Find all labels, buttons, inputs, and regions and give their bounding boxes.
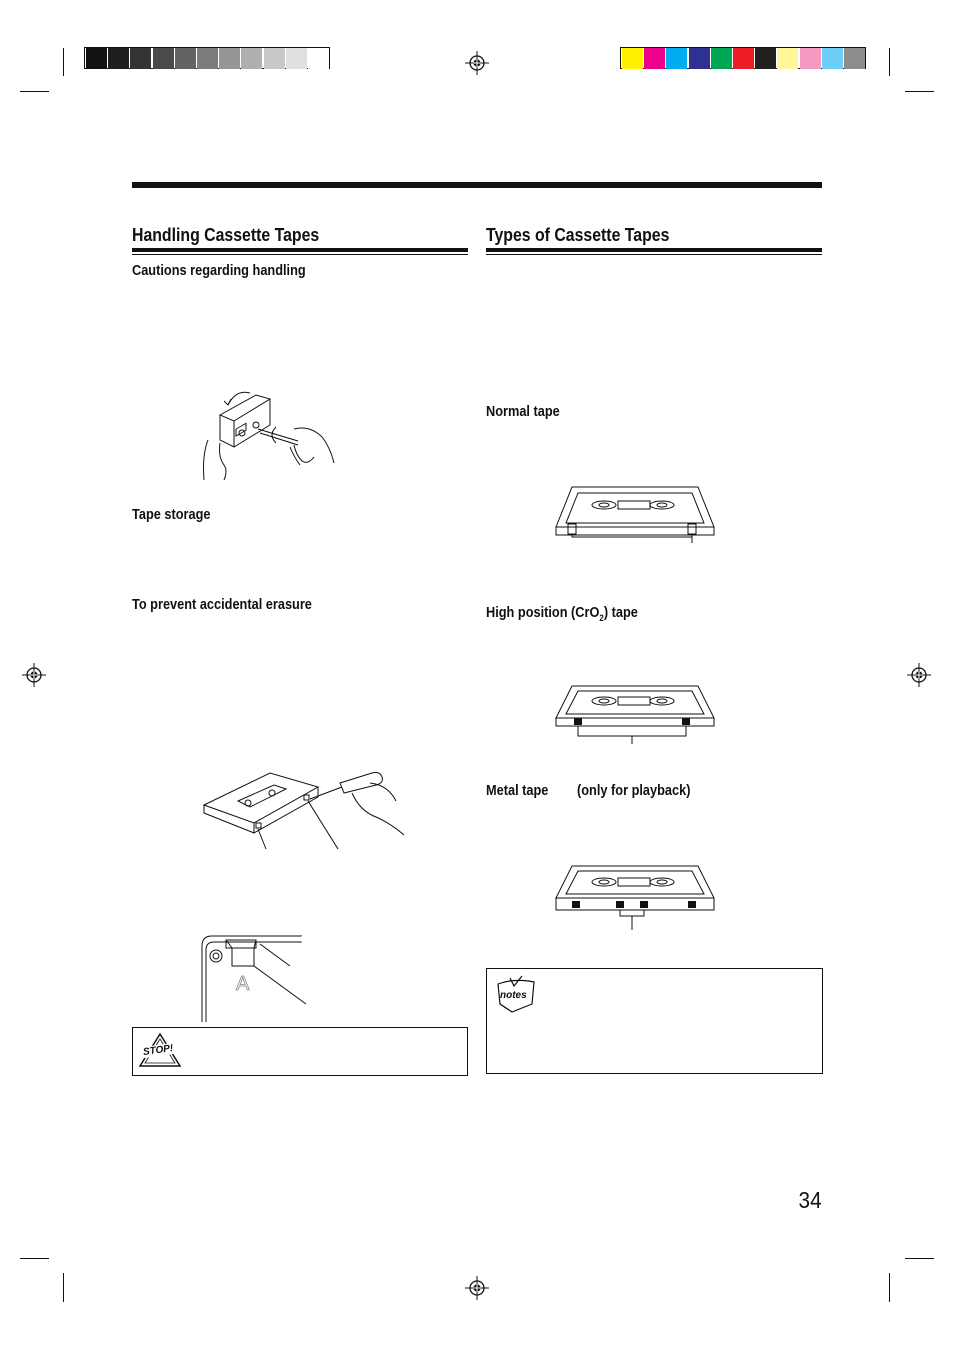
notes-icon-label: notes xyxy=(500,990,527,1001)
color-swatch xyxy=(666,48,687,69)
color-swatch xyxy=(777,48,798,69)
section-title-types: Types of Cassette Tapes xyxy=(486,225,670,245)
high-position-subscript: 2 xyxy=(599,612,604,623)
color-swatch xyxy=(130,48,151,69)
heading-rule-thin xyxy=(132,254,468,255)
registration-mark-icon xyxy=(22,663,46,687)
color-swatch xyxy=(108,48,129,69)
color-swatch xyxy=(755,48,776,69)
crop-mark xyxy=(63,1273,64,1302)
color-swatch xyxy=(711,48,732,69)
caution-box xyxy=(132,1027,468,1076)
stop-icon-label: STOP! xyxy=(142,1042,175,1059)
subhead-normal-tape: Normal tape xyxy=(486,404,560,420)
high-position-suffix: ) tape xyxy=(603,605,638,621)
tape-slack-illustration xyxy=(198,385,338,485)
color-swatch xyxy=(153,48,174,69)
subhead-cautions: Cautions regarding handling xyxy=(132,263,306,279)
heading-rule-thin xyxy=(486,254,822,255)
page-top-rule xyxy=(132,182,822,188)
color-swatch xyxy=(844,48,865,69)
heading-rule-thick xyxy=(132,248,468,252)
high-position-label: High position (CrO xyxy=(486,605,600,621)
metal-tape-playback-note: (only for playback) xyxy=(577,783,691,799)
crop-mark xyxy=(20,91,49,92)
crop-mark xyxy=(889,1273,890,1302)
color-swatch xyxy=(264,48,285,69)
crop-mark xyxy=(20,1258,49,1259)
registration-mark-icon xyxy=(465,51,489,75)
normal-cassette-illustration xyxy=(554,483,716,545)
color-swatch xyxy=(241,48,262,69)
color-swatch xyxy=(86,48,107,69)
color-swatch xyxy=(308,48,329,69)
erasure-tab-illustration xyxy=(200,765,410,855)
section-title-handling: Handling Cassette Tapes xyxy=(132,225,320,245)
high-position-cassette-illustration xyxy=(554,684,716,746)
color-swatch xyxy=(197,48,218,69)
subhead-high-position xyxy=(486,605,638,623)
subhead-erasure: To prevent accidental erasure xyxy=(132,597,312,613)
adhesive-tape-illustration xyxy=(198,922,338,1022)
subhead-metal-tape: Metal tape xyxy=(486,783,549,799)
page-number: 34 xyxy=(798,1187,822,1213)
color-swatch xyxy=(689,48,710,69)
svg-text:A: A xyxy=(236,973,250,995)
crop-mark xyxy=(905,1258,934,1259)
color-swatch xyxy=(622,48,643,69)
color-swatch xyxy=(644,48,665,69)
color-swatch xyxy=(219,48,240,69)
color-swatch xyxy=(175,48,196,69)
metal-cassette-illustration xyxy=(554,864,716,934)
color-swatch xyxy=(800,48,821,69)
registration-mark-icon xyxy=(465,1276,489,1300)
color-swatch xyxy=(822,48,843,69)
color-swatch xyxy=(733,48,754,69)
color-swatch xyxy=(286,48,307,69)
crop-mark xyxy=(905,91,934,92)
heading-rule-thick xyxy=(486,248,822,252)
registration-mark-icon xyxy=(907,663,931,687)
crop-mark xyxy=(63,48,64,76)
crop-mark xyxy=(889,48,890,76)
subhead-storage: Tape storage xyxy=(132,507,211,523)
